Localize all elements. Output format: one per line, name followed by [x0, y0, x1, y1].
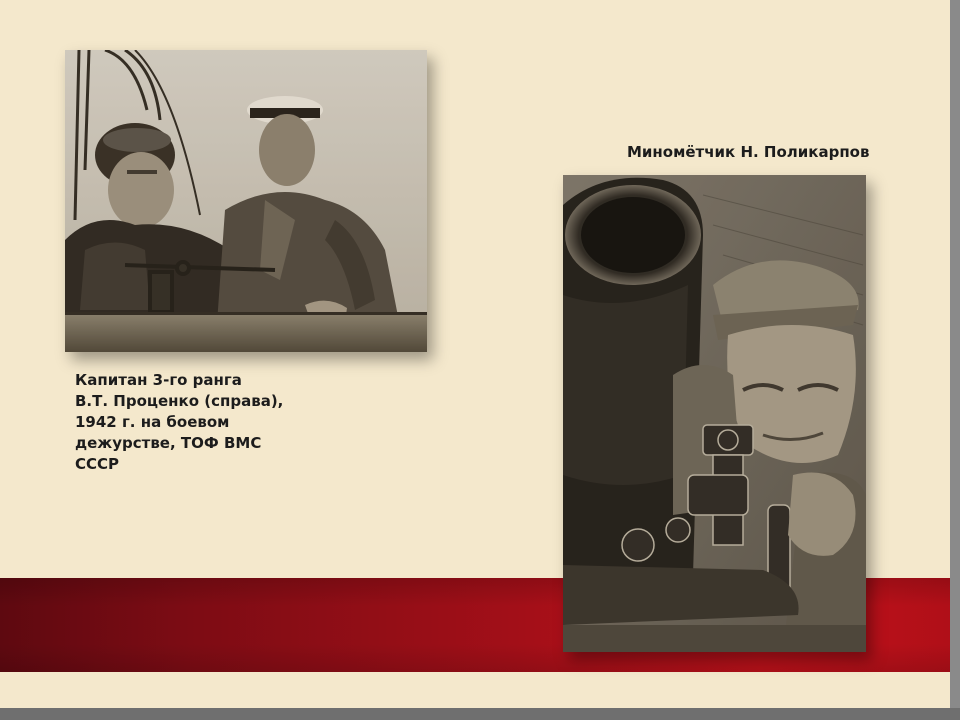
photo-naval-officers — [65, 50, 427, 352]
photo-mortarman-image — [563, 175, 866, 652]
right-edge-strip — [950, 0, 960, 708]
caption-mortarman: Миномётчик Н. Поликарпов — [627, 143, 870, 161]
photo-mortarman — [563, 175, 866, 652]
caption-naval-officers: Капитан 3-го ранга В.Т. Проценко (справа), 1942 г. на боевом дежурстве, ТОФ ВМС СССР — [75, 371, 284, 473]
photo-naval-officers-image — [65, 50, 427, 352]
